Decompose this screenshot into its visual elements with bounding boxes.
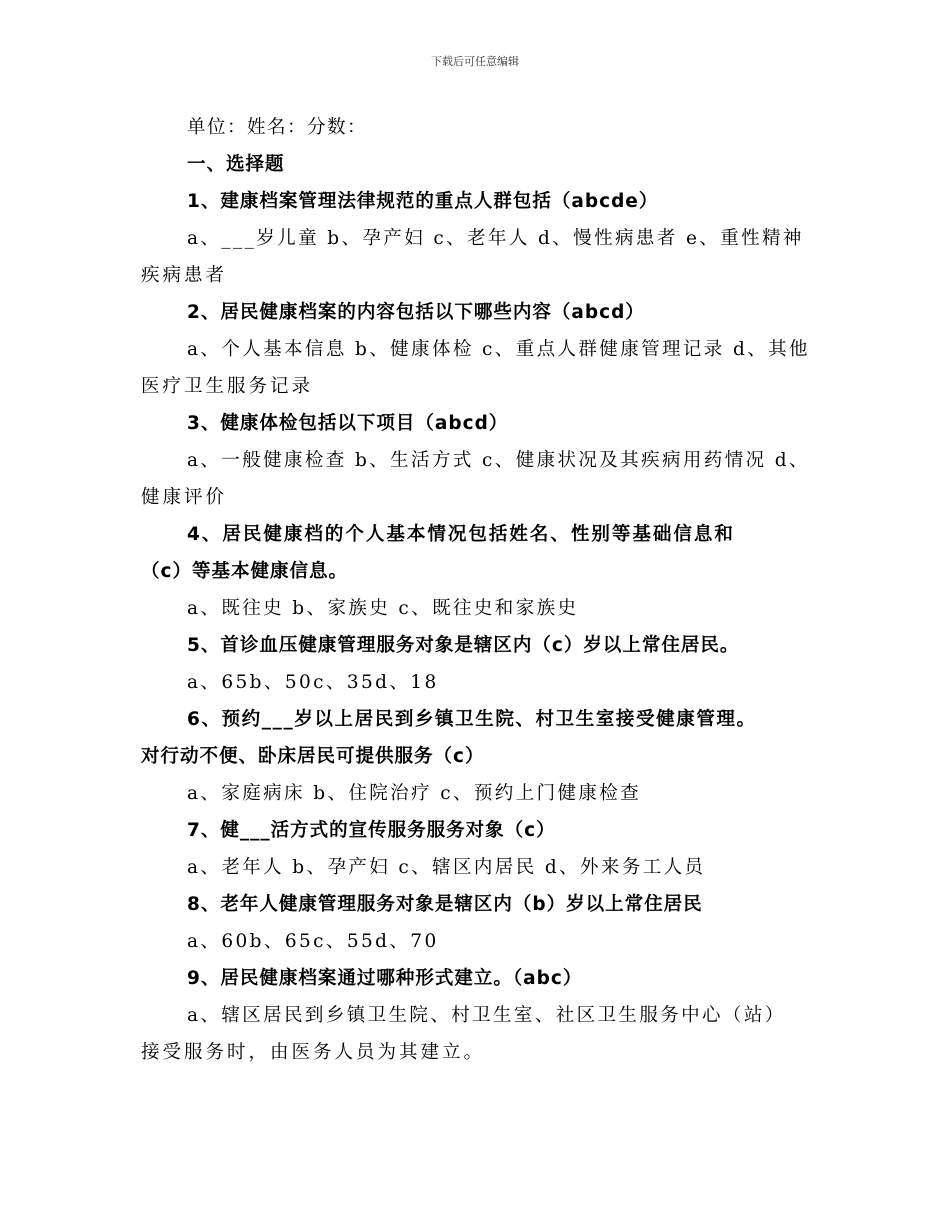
question-4-options: a、既往史 b、家族史 c、既往史和家族史 (187, 598, 579, 619)
question-3-options-cont: 健康评价 (141, 487, 228, 508)
question-6-cont: 对行动不便、卧床居民可提供服务（c） (141, 746, 485, 767)
page-header: 下载后可任意编辑 (431, 55, 519, 68)
question-1: 1、建康档案管理法律规范的重点人群包括（abcde） (187, 191, 659, 212)
section-title: 一、选择题 (187, 154, 285, 175)
question-6-options: a、家庭病床 b、住院治疗 c、预约上门健康检查 (187, 783, 642, 804)
header-fields-line: 单位：姓名：分数： (187, 117, 368, 138)
question-3-options: a、一般健康检查 b、生活方式 c、健康状况及其疾病用药情况 d、 (187, 450, 810, 471)
question-4: 4、居民健康档的个人基本情况包括姓名、性别等基础信息和 (187, 524, 735, 545)
question-7-options: a、老年人 b、孕产妇 c、辖区内居民 d、外来务工人员 (187, 857, 706, 878)
question-5-options: a、65b、50c、35d、18 (187, 672, 439, 693)
question-9-options-cont: 接受服务时，由医务人员为其建立。 (141, 1042, 486, 1063)
question-9-options: a、辖区居民到乡镇卫生院、村卫生室、社区卫生服务中心（站） (187, 1005, 786, 1026)
question-5: 5、首诊血压健康管理服务对象是辖区内（c）岁以上常住居民。 (187, 635, 740, 656)
question-2-options: a、个人基本信息 b、健康体检 c、重点人群健康管理记录 d、其他 (187, 339, 810, 360)
question-6: 6、预约___岁以上居民到乡镇卫生院、村卫生室接受健康管理。 (187, 709, 757, 730)
question-1-options-cont: 疾病患者 (141, 265, 228, 286)
document-body (141, 109, 813, 1071)
question-4-cont: （c）等基本健康信息。 (141, 561, 348, 582)
question-8: 8、老年人健康管理服务对象是辖区内（b）岁以上常住居民 (187, 894, 703, 915)
question-7: 7、健___活方式的宣传服务服务对象（c） (187, 820, 556, 841)
question-8-options: a、60b、65c、55d、70 (187, 931, 439, 952)
question-3: 3、健康体检包括以下项目（abcd） (187, 413, 509, 434)
question-2-options-cont: 医疗卫生服务记录 (141, 376, 314, 397)
question-1-options: a、___岁儿童 b、孕产妇 c、老年人 d、慢性病患者 e、重性精神 (187, 228, 804, 249)
question-9: 9、居民健康档案通过哪种形式建立。（abc） (187, 968, 583, 989)
question-2: 2、居民健康档案的内容包括以下哪些内容（abcd） (187, 302, 645, 323)
